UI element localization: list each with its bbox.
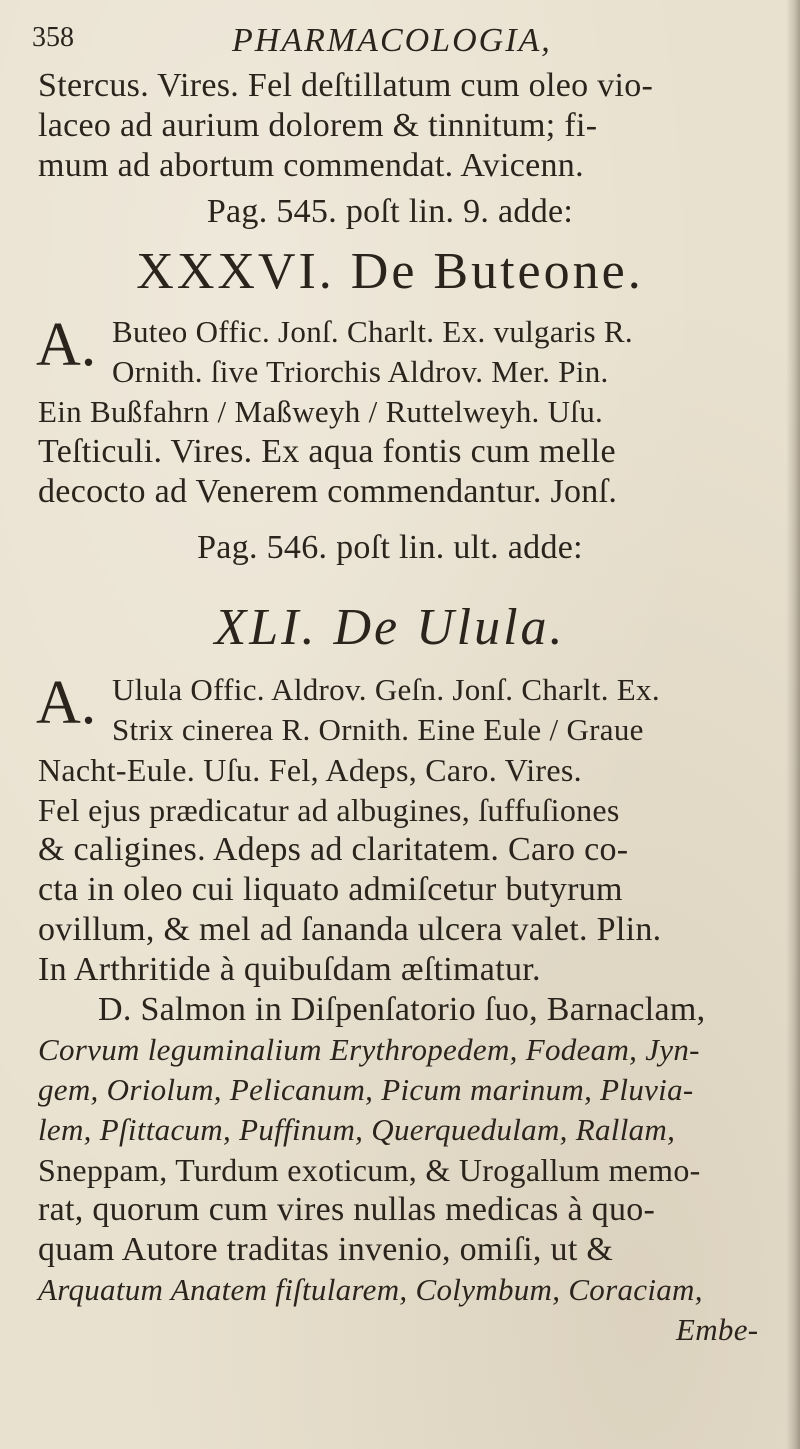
- text-line: cta in oleo cui liquato admiſcetur butyrum: [38, 871, 623, 908]
- section-heading: XXXVI. De Buteone.: [136, 243, 644, 300]
- section-heading: XLI. De Ulula.: [214, 599, 566, 656]
- drop-cap: A.: [36, 669, 97, 737]
- text-line: Arquatum Anatem fiſtularem, Colymbum, Coraciam,: [38, 1272, 703, 1307]
- text-line: In Arthritide à quibuſdam æſtimatur.: [38, 951, 541, 988]
- text-line: Fel ejus prædicatur ad albugines, ſuffuſiones: [38, 792, 620, 828]
- text-line: decocto ad Venerem commendantur. Jonſ.: [38, 473, 618, 510]
- text-line: Strix cinerea R. Ornith. Eine Eule / Graue: [112, 712, 644, 747]
- text-line: Corvum leguminalium Erythropedem, Fodeam, Jyn-: [38, 1032, 700, 1067]
- text-line: Ornith. ſive Triorchis Aldrov. Mer. Pin.: [112, 354, 609, 389]
- text-line: rat, quorum cum vires nullas medicas à quo-: [38, 1191, 656, 1228]
- page-number: 358: [32, 22, 74, 53]
- text-line: Nacht-Eule. Uſu. Fel, Adeps, Caro. Vires.: [38, 752, 582, 788]
- page-header: [32, 22, 772, 62]
- text-line: laceo ad aurium dolorem & tinnitum; fi-: [38, 107, 598, 144]
- text-line: lem, Pſittacum, Puffinum, Querquedulam, Rallam,: [38, 1112, 676, 1147]
- text-line: Buteo Offic. Jonſ. Charlt. Ex. vulgaris R.: [112, 314, 633, 349]
- text-line: mum ad abortum commendat. Avicenn.: [38, 147, 584, 184]
- text-line: Sneppam, Turdum exoticum, & Urogallum memo-: [38, 1152, 701, 1188]
- page-edge-shadow: [786, 0, 800, 1449]
- drop-cap: A.: [36, 311, 97, 379]
- text-line: gem, Oriolum, Pelicanum, Picum marinum, Pluvia-: [38, 1072, 694, 1107]
- text-line: Teſticuli. Vires. Ex aqua fontis cum melle: [38, 433, 616, 470]
- section-note: Pag. 546. poſt lin. ult. adde:: [197, 529, 583, 566]
- text-line: ovillum, & mel ad ſananda ulcera valet. Plin.: [38, 911, 662, 948]
- running-title: PHARMACOLOGIA,: [232, 22, 552, 59]
- text-line: D. Salmon in Diſpenſatorio ſuo, Barnaclam,: [98, 991, 706, 1028]
- text-line: & caligines. Adeps ad claritatem. Caro co-: [38, 831, 629, 868]
- text-line: quam Autore traditas invenio, omiſi, ut &: [38, 1231, 614, 1268]
- text-line: Stercus. Vires. Fel deſtillatum cum oleo vio-: [38, 67, 654, 104]
- catchword: Embe-: [676, 1312, 759, 1347]
- section-note: Pag. 545. poſt lin. 9. adde:: [206, 193, 574, 230]
- text-line: Ein Bußfahrn / Maßweyh / Ruttelweyh. Uſu.: [38, 394, 604, 429]
- text-line: Ulula Offic. Aldrov. Geſn. Jonſ. Charlt. Ex.: [112, 672, 660, 707]
